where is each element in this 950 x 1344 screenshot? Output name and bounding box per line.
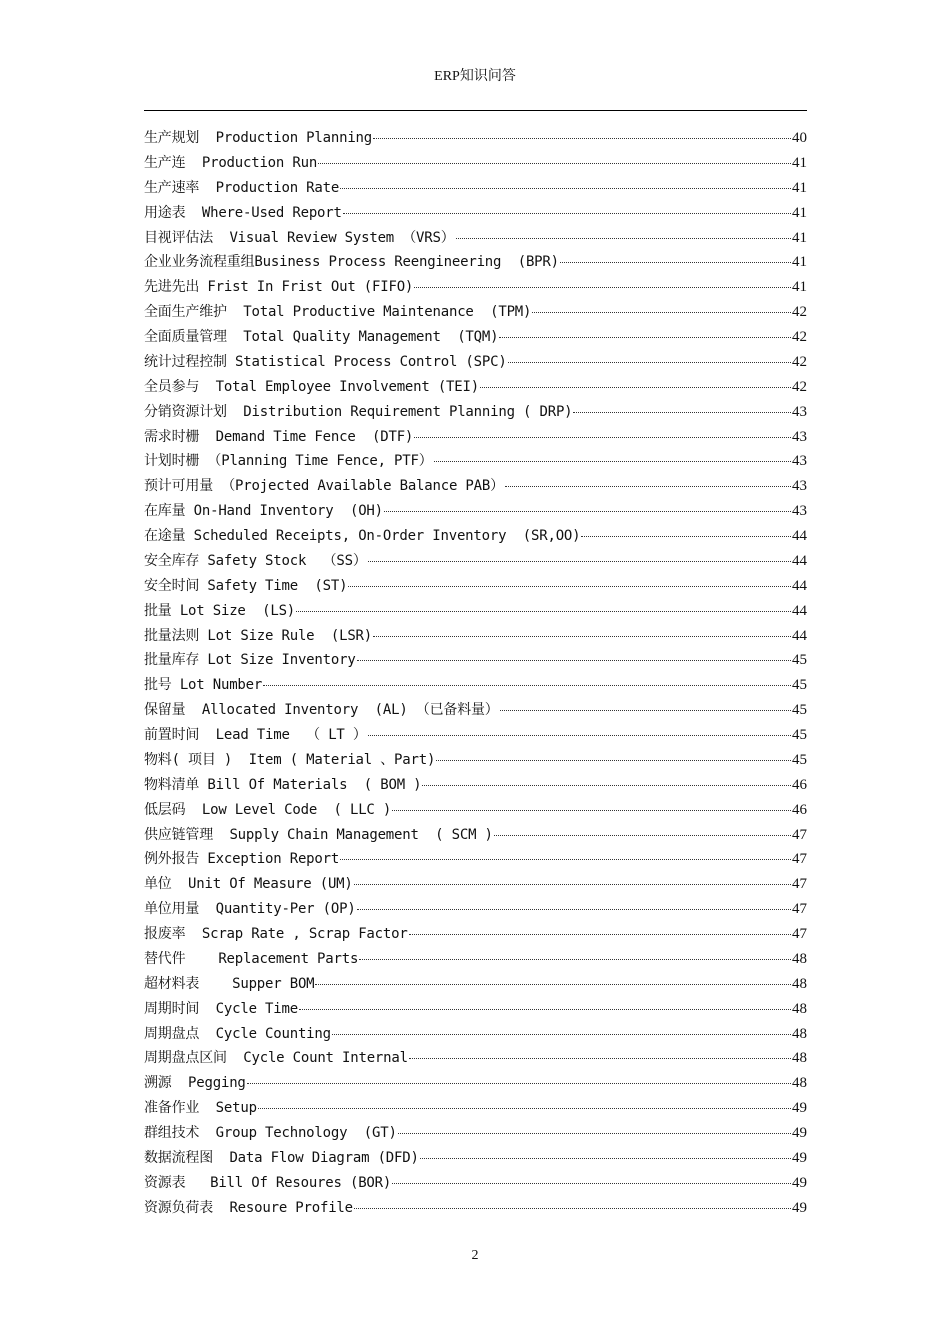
toc-entry-page: 48 bbox=[792, 1000, 807, 1017]
toc-dot-leader bbox=[420, 1158, 791, 1159]
toc-dot-leader bbox=[414, 437, 791, 438]
toc-entry-title: 全面生产维护 Total Productive Maintenance (TPM) bbox=[144, 304, 532, 321]
toc-dot-leader bbox=[373, 636, 791, 637]
toc-entry[interactable] bbox=[144, 1022, 807, 1047]
toc-entry-page: 45 bbox=[792, 702, 807, 719]
toc-dot-leader bbox=[373, 138, 791, 139]
toc-dot-leader bbox=[354, 1208, 791, 1209]
toc-dot-leader bbox=[343, 213, 791, 214]
toc-entry[interactable] bbox=[144, 698, 807, 723]
toc-dot-leader bbox=[315, 984, 791, 985]
toc-entry-page: 41 bbox=[792, 254, 807, 271]
toc-entry[interactable] bbox=[144, 574, 807, 599]
toc-entry-title: 生产连 Production Run bbox=[144, 154, 318, 171]
toc-entry-title: 周期时间 Cycle Time bbox=[144, 1000, 298, 1017]
toc-entry-title: 生产规划 Production Planning bbox=[144, 130, 373, 146]
toc-dot-leader bbox=[348, 586, 791, 587]
toc-entry[interactable] bbox=[144, 1146, 807, 1171]
toc-entry[interactable] bbox=[144, 1096, 807, 1121]
toc-entry-title: 超材料表 Supper BOM bbox=[144, 975, 315, 992]
toc-entry-page: 41 bbox=[792, 154, 807, 171]
toc-dot-leader bbox=[414, 287, 791, 288]
toc-entry-page: 41 bbox=[792, 279, 807, 296]
toc-entry-title: 在库量 On-Hand Inventory (OH) bbox=[144, 503, 383, 520]
toc-entry[interactable] bbox=[144, 1046, 807, 1071]
toc-entry-page: 45 bbox=[792, 652, 807, 669]
toc-entry-title: 企业业务流程重组Business Process Reengineering (BPR) bbox=[144, 254, 559, 271]
toc-entry-page: 42 bbox=[792, 329, 807, 345]
toc-dot-leader bbox=[340, 188, 791, 189]
toc-dot-leader bbox=[357, 909, 791, 910]
toc-entry[interactable] bbox=[144, 897, 807, 922]
toc-entry-title: 报废率 Scrap Rate , Scrap Factor bbox=[144, 926, 408, 942]
toc-entry-title: 单位用量 Quantity-Per (OP) bbox=[144, 901, 356, 918]
toc-entry-title: 物料清单 Bill Of Materials ( BOM ) bbox=[144, 776, 422, 793]
toc-dot-leader bbox=[480, 387, 791, 388]
toc-entry-title: 用途表 Where-Used Report bbox=[144, 204, 342, 221]
toc-entry[interactable] bbox=[144, 922, 807, 947]
toc-entry-title: 统计过程控制 Statistical Process Control (SPC) bbox=[144, 353, 507, 370]
toc-dot-leader bbox=[422, 785, 791, 786]
toc-entry-page: 49 bbox=[792, 1125, 807, 1141]
toc-entry-page: 44 bbox=[792, 627, 807, 644]
toc-entry-title: 替代件 Replacement Parts bbox=[144, 950, 359, 967]
toc-entry[interactable] bbox=[144, 400, 807, 425]
toc-entry-page: 49 bbox=[792, 1199, 807, 1216]
toc-entry-page: 41 bbox=[792, 204, 807, 221]
toc-entry-title: 物料( 项目 ) Item ( Material 、Part) bbox=[144, 751, 436, 768]
toc-dot-leader bbox=[494, 835, 791, 836]
toc-dot-leader bbox=[296, 611, 791, 612]
toc-entry-title: 前置时间 Lead Time （ LT ） bbox=[144, 727, 367, 743]
toc-entry-title: 计划时栅 （Planning Time Fence, PTF） bbox=[144, 453, 433, 470]
toc-dot-leader bbox=[560, 262, 791, 263]
toc-dot-leader bbox=[532, 312, 791, 313]
toc-entry-page: 43 bbox=[792, 503, 807, 520]
toc-dot-leader bbox=[357, 660, 791, 661]
toc-entry-page: 44 bbox=[792, 577, 807, 594]
toc-entry-page: 46 bbox=[792, 801, 807, 818]
toc-entry-page: 45 bbox=[792, 677, 807, 694]
toc-dot-leader bbox=[354, 884, 791, 885]
toc-entry[interactable] bbox=[144, 648, 807, 673]
toc-dot-leader bbox=[409, 934, 791, 935]
toc-entry-page: 48 bbox=[792, 1075, 807, 1092]
toc-entry[interactable] bbox=[144, 449, 807, 474]
toc-entry-page: 47 bbox=[792, 851, 807, 868]
toc-dot-leader bbox=[508, 362, 791, 363]
toc-dot-leader bbox=[299, 1009, 791, 1010]
toc-entry[interactable] bbox=[144, 773, 807, 798]
toc-entry-title: 数据流程图 Data Flow Diagram (DFD) bbox=[144, 1149, 419, 1166]
page-number-text: 2 bbox=[471, 1248, 479, 1263]
toc-entry-title: 安全库存 Safety Stock （SS） bbox=[144, 552, 367, 569]
header-title: ERP知识问答 bbox=[434, 69, 516, 84]
toc-dot-leader bbox=[456, 238, 791, 239]
toc-entry-title: 保留量 Allocated Inventory (AL) （已备料量） bbox=[144, 702, 499, 719]
toc-entry-title: 资源表 Bill Of Resoures (BOR) bbox=[144, 1174, 392, 1191]
toc-entry-title: 例外报告 Exception Report bbox=[144, 851, 340, 868]
toc-entry[interactable] bbox=[144, 1121, 807, 1146]
toc-entry[interactable] bbox=[144, 201, 807, 226]
toc-entry[interactable] bbox=[144, 872, 807, 897]
toc-entry[interactable] bbox=[144, 599, 807, 624]
toc-entry-title: 预计可用量 （Projected Available Balance PAB） bbox=[144, 478, 504, 495]
toc-entry-title: 批号 Lot Number bbox=[144, 677, 263, 694]
toc-entry-page: 43 bbox=[792, 478, 807, 495]
toc-dot-leader bbox=[384, 511, 791, 512]
toc-entry[interactable] bbox=[144, 823, 807, 848]
page-number bbox=[0, 1248, 950, 1264]
toc-entry[interactable] bbox=[144, 499, 807, 524]
toc-entry-page: 45 bbox=[792, 727, 807, 743]
toc-entry[interactable] bbox=[144, 524, 807, 549]
toc-entry-title: 单位 Unit Of Measure (UM) bbox=[144, 876, 353, 893]
toc-entry-title: 先进先出 Frist In Frist Out (FIFO) bbox=[144, 279, 414, 296]
toc-entry[interactable] bbox=[144, 300, 807, 325]
toc-entry[interactable] bbox=[144, 275, 807, 300]
toc-entry[interactable] bbox=[144, 723, 807, 748]
toc-dot-leader bbox=[247, 1083, 791, 1084]
toc-entry-page: 44 bbox=[792, 602, 807, 619]
toc-entry-page: 47 bbox=[792, 876, 807, 893]
toc-dot-leader bbox=[500, 710, 791, 711]
toc-entry-title: 供应链管理 Supply Chain Management ( SCM ) bbox=[144, 826, 493, 843]
toc-entry-page: 48 bbox=[792, 1050, 807, 1067]
toc-entry-title: 准备作业 Setup bbox=[144, 1100, 257, 1117]
toc-entry[interactable] bbox=[144, 549, 807, 574]
toc-dot-leader bbox=[434, 461, 791, 462]
toc-entry[interactable] bbox=[144, 847, 807, 872]
toc-entry-title: 溯源 Pegging bbox=[144, 1075, 246, 1092]
toc-dot-leader bbox=[573, 412, 791, 413]
toc-entry-page: 40 bbox=[792, 130, 807, 146]
toc-entry[interactable] bbox=[144, 250, 807, 275]
toc-entry-page: 42 bbox=[792, 353, 807, 370]
toc-dot-leader bbox=[318, 163, 791, 164]
toc-dot-leader bbox=[409, 1058, 791, 1059]
toc-entry-page: 41 bbox=[792, 229, 807, 246]
toc-dot-leader bbox=[392, 1183, 791, 1184]
toc-dot-leader bbox=[505, 486, 791, 487]
toc-entry-page: 47 bbox=[792, 926, 807, 942]
toc-entry[interactable] bbox=[144, 947, 807, 972]
toc-entry-page: 49 bbox=[792, 1174, 807, 1191]
toc-entry-title: 批量 Lot Size (LS) bbox=[144, 602, 296, 619]
toc-entry[interactable] bbox=[144, 972, 807, 997]
toc-entry-page: 45 bbox=[792, 751, 807, 768]
toc-entry-page: 43 bbox=[792, 403, 807, 420]
toc-entry-title: 目视评估法 Visual Review System （VRS） bbox=[144, 229, 455, 246]
toc-dot-leader bbox=[359, 959, 791, 960]
toc-entry-page: 49 bbox=[792, 1149, 807, 1166]
toc-entry-title: 全面质量管理 Total Quality Management (TQM) bbox=[144, 329, 499, 345]
toc-entry-title: 周期盘点 Cycle Counting bbox=[144, 1025, 331, 1042]
toc-entry[interactable] bbox=[144, 748, 807, 773]
toc-entry-page: 47 bbox=[792, 826, 807, 843]
toc-dot-leader bbox=[340, 859, 791, 860]
toc-entry-page: 43 bbox=[792, 428, 807, 445]
toc-entry[interactable] bbox=[144, 151, 807, 176]
toc-entry[interactable] bbox=[144, 997, 807, 1022]
toc-entry[interactable] bbox=[144, 1196, 807, 1221]
toc-entry[interactable] bbox=[144, 798, 807, 823]
toc-entry-page: 47 bbox=[792, 901, 807, 918]
toc-entry-page: 41 bbox=[792, 179, 807, 196]
header-rule bbox=[144, 110, 807, 111]
toc-entry-title: 分销资源计划 Distribution Requirement Planning ( DRP) bbox=[144, 403, 573, 420]
toc-entry-title: 在途量 Scheduled Receipts, On-Order Inventory (SR,OO) bbox=[144, 528, 581, 544]
toc-entry-page: 43 bbox=[792, 453, 807, 470]
toc-entry-page: 48 bbox=[792, 950, 807, 967]
toc-dot-leader bbox=[392, 810, 791, 811]
toc-entry[interactable] bbox=[144, 226, 807, 251]
toc-entry[interactable] bbox=[144, 375, 807, 400]
toc-entry-page: 48 bbox=[792, 975, 807, 992]
toc-dot-leader bbox=[368, 561, 791, 562]
toc-entry-page: 49 bbox=[792, 1100, 807, 1117]
toc-dot-leader bbox=[258, 1108, 791, 1109]
toc-dot-leader bbox=[332, 1034, 791, 1035]
toc-entry-title: 低层码 Low Level Code ( LLC ) bbox=[144, 801, 392, 818]
toc-entry-page: 48 bbox=[792, 1025, 807, 1042]
toc-entry-page: 46 bbox=[792, 776, 807, 793]
toc-entry[interactable] bbox=[144, 325, 807, 350]
toc-dot-leader bbox=[581, 536, 791, 537]
toc-entry-page: 42 bbox=[792, 304, 807, 321]
toc-entry-title: 安全时间 Safety Time (ST) bbox=[144, 577, 348, 594]
toc-entry-title: 批量法则 Lot Size Rule (LSR) bbox=[144, 627, 373, 644]
toc-entry-title: 需求时栅 Demand Time Fence (DTF) bbox=[144, 428, 414, 445]
toc-entry-title: 群组技术 Group Technology (GT) bbox=[144, 1125, 397, 1141]
toc-entry[interactable] bbox=[144, 624, 807, 649]
toc-entry-title: 全员参与 Total Employee Involvement (TEI) bbox=[144, 378, 479, 395]
toc-entry[interactable] bbox=[144, 1171, 807, 1196]
toc-dot-leader bbox=[263, 685, 791, 686]
toc-entry-title: 周期盘点区间 Cycle Count Internal bbox=[144, 1050, 408, 1067]
toc-dot-leader bbox=[436, 760, 791, 761]
toc-entry-title: 生产速率 Production Rate bbox=[144, 179, 340, 196]
toc-entry-title: 资源负荷表 Resoure Profile bbox=[144, 1199, 353, 1216]
toc-entry[interactable] bbox=[144, 176, 807, 201]
toc-entry-title: 批量库存 Lot Size Inventory bbox=[144, 652, 356, 669]
toc-entry[interactable] bbox=[144, 126, 807, 151]
toc-entry[interactable] bbox=[144, 350, 807, 375]
toc-entry-page: 42 bbox=[792, 378, 807, 395]
toc-entry-page: 44 bbox=[792, 528, 807, 544]
toc-entry[interactable] bbox=[144, 425, 807, 450]
table-of-contents bbox=[144, 126, 807, 1221]
toc-dot-leader bbox=[368, 735, 791, 736]
page-header bbox=[0, 68, 950, 86]
toc-entry[interactable] bbox=[144, 673, 807, 698]
toc-entry[interactable] bbox=[144, 1071, 807, 1096]
toc-entry-page: 44 bbox=[792, 552, 807, 569]
toc-entry[interactable] bbox=[144, 474, 807, 499]
toc-dot-leader bbox=[398, 1133, 791, 1134]
toc-dot-leader bbox=[499, 337, 791, 338]
